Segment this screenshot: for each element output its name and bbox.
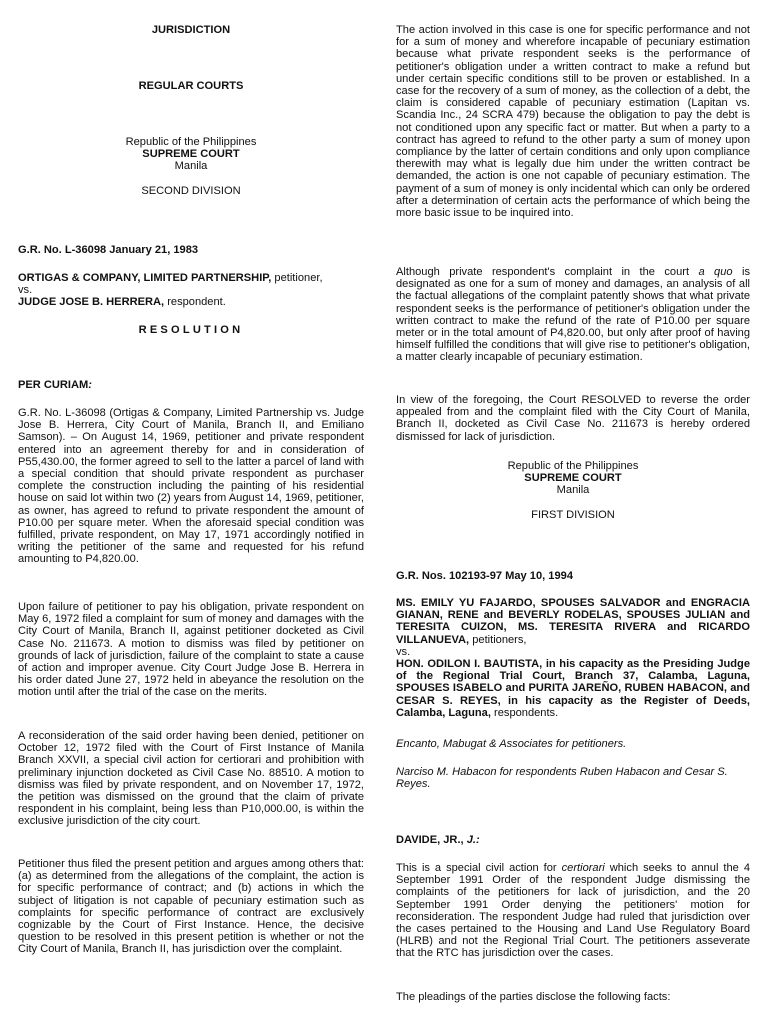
- city-line: Manila: [174, 160, 208, 173]
- supreme-court-line: SUPREME COURT: [142, 148, 240, 161]
- per-curiam: [18, 379, 364, 391]
- case-number: G.R. Nos. 102193-97 May 10, 1994: [396, 570, 573, 582]
- per-curiam-label: PER CURIAM: [18, 379, 89, 391]
- paragraph: [396, 862, 750, 960]
- petitioner-role: petitioner,: [274, 272, 323, 284]
- case-number: G.R. No. L-36098 January 21, 1983: [18, 244, 199, 256]
- court-header: [18, 136, 364, 197]
- versus: vs.: [18, 284, 33, 297]
- per-curiam-colon: :: [88, 379, 92, 391]
- republic-line: Republic of the Philippines: [507, 460, 639, 472]
- court-header: [396, 460, 750, 521]
- versus: vs.: [396, 645, 411, 658]
- ponente-title: J.:: [466, 834, 480, 846]
- paragraph: G.R. No. L-36098 (Ortigas & Company, Limited Partnership vs. Judge Jose B. Herrera, City Court of Manila, Branch II, and Emiliano Samson). – On August 14, 1969, petitioner and private respondent entered into an agreement thereby for and in consideration of P55,430.00, the former agreed to sell to the latter a parcel of land with a special condition that should private respondent as purchaser complete the construction including the painting of his residential house on said lot within two (2) years from August 14, 1969, petitioner, as owner, has agreed to refund to private respondent the amount of P10.00 per square meter. When the aforesaid special condition was fulfilled, private respondent, on May 17, 1971 accordingly notified in writing the petitioner of the same and requested for his refund amounting to P4,820.00.: [18, 407, 364, 566]
- petitioners-role: petitioners,: [472, 633, 527, 646]
- respondents-role: respondents.: [494, 706, 559, 719]
- paragraph-text: which seeks to annul the 4 September 1991 Order of the respondent Judge dismissing the complaints of the petitioners for lack of jurisdiction, and the 20 September 1991 Order denying the petitioners' motion for reconsideration. The respondent Judge had ruled that jurisdiction over the cases pertained to the Housing and Land Use Regulatory Board (HLRB) and not the Regional Trial Court. The petitioners asseverate that the RTC has jurisdiction over the cases.: [396, 862, 750, 960]
- resolution-title: RESOLUTION: [138, 324, 244, 336]
- heading-jurisdiction: JURISDICTION: [151, 24, 231, 36]
- supreme-court-line: SUPREME COURT: [524, 472, 622, 485]
- paragraph: Petitioner thus filed the present petition and argues among others that: (a) as determined from the allegations of the complaint, the action is for specific performance of contract; and (b) actions in which the subject of litigation is not capable of pecuniary estimation such as complaints for specific performance of contract are exclusively cognizable by the Court of First Instance. Hence, the decisive question to be resolved in this present petition is whether or not the City Court of Manila, Branch II, has jurisdiction over the complaint.: [18, 858, 364, 956]
- respondents-names: HON. ODILON I. BAUTISTA, in his capacity as the Presiding Judge of the Regional Trial Court, Branch 37, Calamba, Laguna, SPOUSES ISABELO and PURITA JAREÑO, RUBEN HABACON, and CESAR S. REYES, in his capacity as the Register of Deeds, Calamba, Laguna,: [396, 658, 750, 719]
- heading-regular-courts: REGULAR COURTS: [138, 80, 244, 92]
- paragraph: [396, 266, 750, 364]
- petitioner-name: ORTIGAS & COMPANY, LIMITED PARTNERSHIP,: [18, 272, 272, 284]
- paragraph: In view of the foregoing, the Court RESOLVED to reverse the order appealed from and the complaint filed with the City Court of Manila, Branch II, docketed as Civil Case No. 211673 is hereby ordered dismissed for lack of jurisdiction.: [396, 394, 750, 443]
- paragraph-text: This is a special civil action for: [396, 862, 562, 874]
- case-parties: [18, 272, 364, 309]
- republic-line: Republic of the Philippines: [125, 136, 257, 148]
- paragraph-italic: certiorari: [561, 862, 605, 874]
- case-parties: [396, 597, 750, 719]
- paragraph-text: is designated as one for a sum of money and damages, an analysis of all the factual allegations of the complaint patently shows that what private respondent seeks is the performance of petitioner's obligation under the written contract to make the refund of the rate of P10.00 per square meter or in the total amount of P4,820.00, but only after proof of having himself fulfilled the conditions that will give rise to petitioner's obligation, a matter clearly incapable of pecuniary estimation.: [396, 266, 750, 364]
- division-line: FIRST DIVISION: [531, 508, 615, 521]
- paragraph: A reconsideration of the said order having been denied, petitioner on October 12, 1972 filed with the Court of First Instance of Manila Branch XXVII, a special civil action for certiorari and prohibition with preliminary injunction docketed as Civil Case No. 88510. A motion to dismiss was filed by private respondent, and on November 17, 1972, the petition was dismissed on the ground that the claim of private respondent in his complaint, being less than P10,000.00, is within the exclusive jurisdiction of the city court.: [18, 730, 364, 828]
- paragraph: The action involved in this case is one for specific performance and not for a sum of money and wherefore incapable of pecuniary estimation because what private respondent seeks is the performance of petitioner's obligation under a written contract to make a refund but under certain specific conditions still to be proven or established. In a case for the recovery of a sum of money, as the collection of a debt, the claim is considered capable of pecuniary estimation (Lapitan vs. Scandia Inc., 24 SCRA 479) because the obligation to pay the debt is not conditioned upon any specific fact or matter. But when a party to a contract has agreed to refund to the other party a sum of money upon compliance by the latter of certain conditions and only upon compliance therewith may what is legally due him under the written contract be demanded, the action is one not capable of pecuniary estimation. The payment of a sum of money is only incidental which can only be ordered after a determination of certain acts the performance of which being the more basic issue to be inquired into.: [396, 24, 750, 220]
- counsel-respondents: Narciso M. Habacon for respondents Ruben Habacon and Cesar S. Reyes.: [396, 766, 728, 791]
- paragraph: Upon failure of petitioner to pay his obligation, private respondent on May 6, 1972 filed a complaint for sum of money and damages with the City Court of Manila, Branch II, against petitioner docketed as Civil Case No. 211673. A motion to dismiss was filed by petitioner on grounds of lack of jurisdiction, failure of the complaint to state a cause of action and improper avenue. City Court Judge Jose B. Herrera in his order dated June 27, 1972 held in abeyance the resolution on the motion until after the trial of the case on the merits.: [18, 601, 364, 699]
- ponente: [396, 834, 750, 846]
- division-line: SECOND DIVISION: [141, 184, 241, 197]
- respondent-name: JUDGE JOSE B. HERRERA,: [18, 296, 165, 309]
- paragraph-italic: a quo: [698, 266, 733, 278]
- counsel-petitioners: Encanto, Mabugat & Associates for petitioners.: [396, 738, 627, 750]
- petitioners-names: MS. EMILY YU FAJARDO, SPOUSES SALVADOR and ENGRACIA GIANAN, RENE and BEVERLY RODELAS, SPOUSES JULIAN and TERESITA CUIZON, MS. TERESITA RIVERA and RICARDO VILLANUEVA,: [396, 597, 750, 646]
- paragraph-text: Although private respondent's complaint in the court: [396, 266, 699, 278]
- ponente-name: DAVIDE, JR.,: [396, 834, 467, 846]
- respondent-role: respondent.: [167, 296, 226, 309]
- city-line: Manila: [556, 484, 590, 497]
- paragraph: The pleadings of the parties disclose the following facts:: [396, 991, 671, 1003]
